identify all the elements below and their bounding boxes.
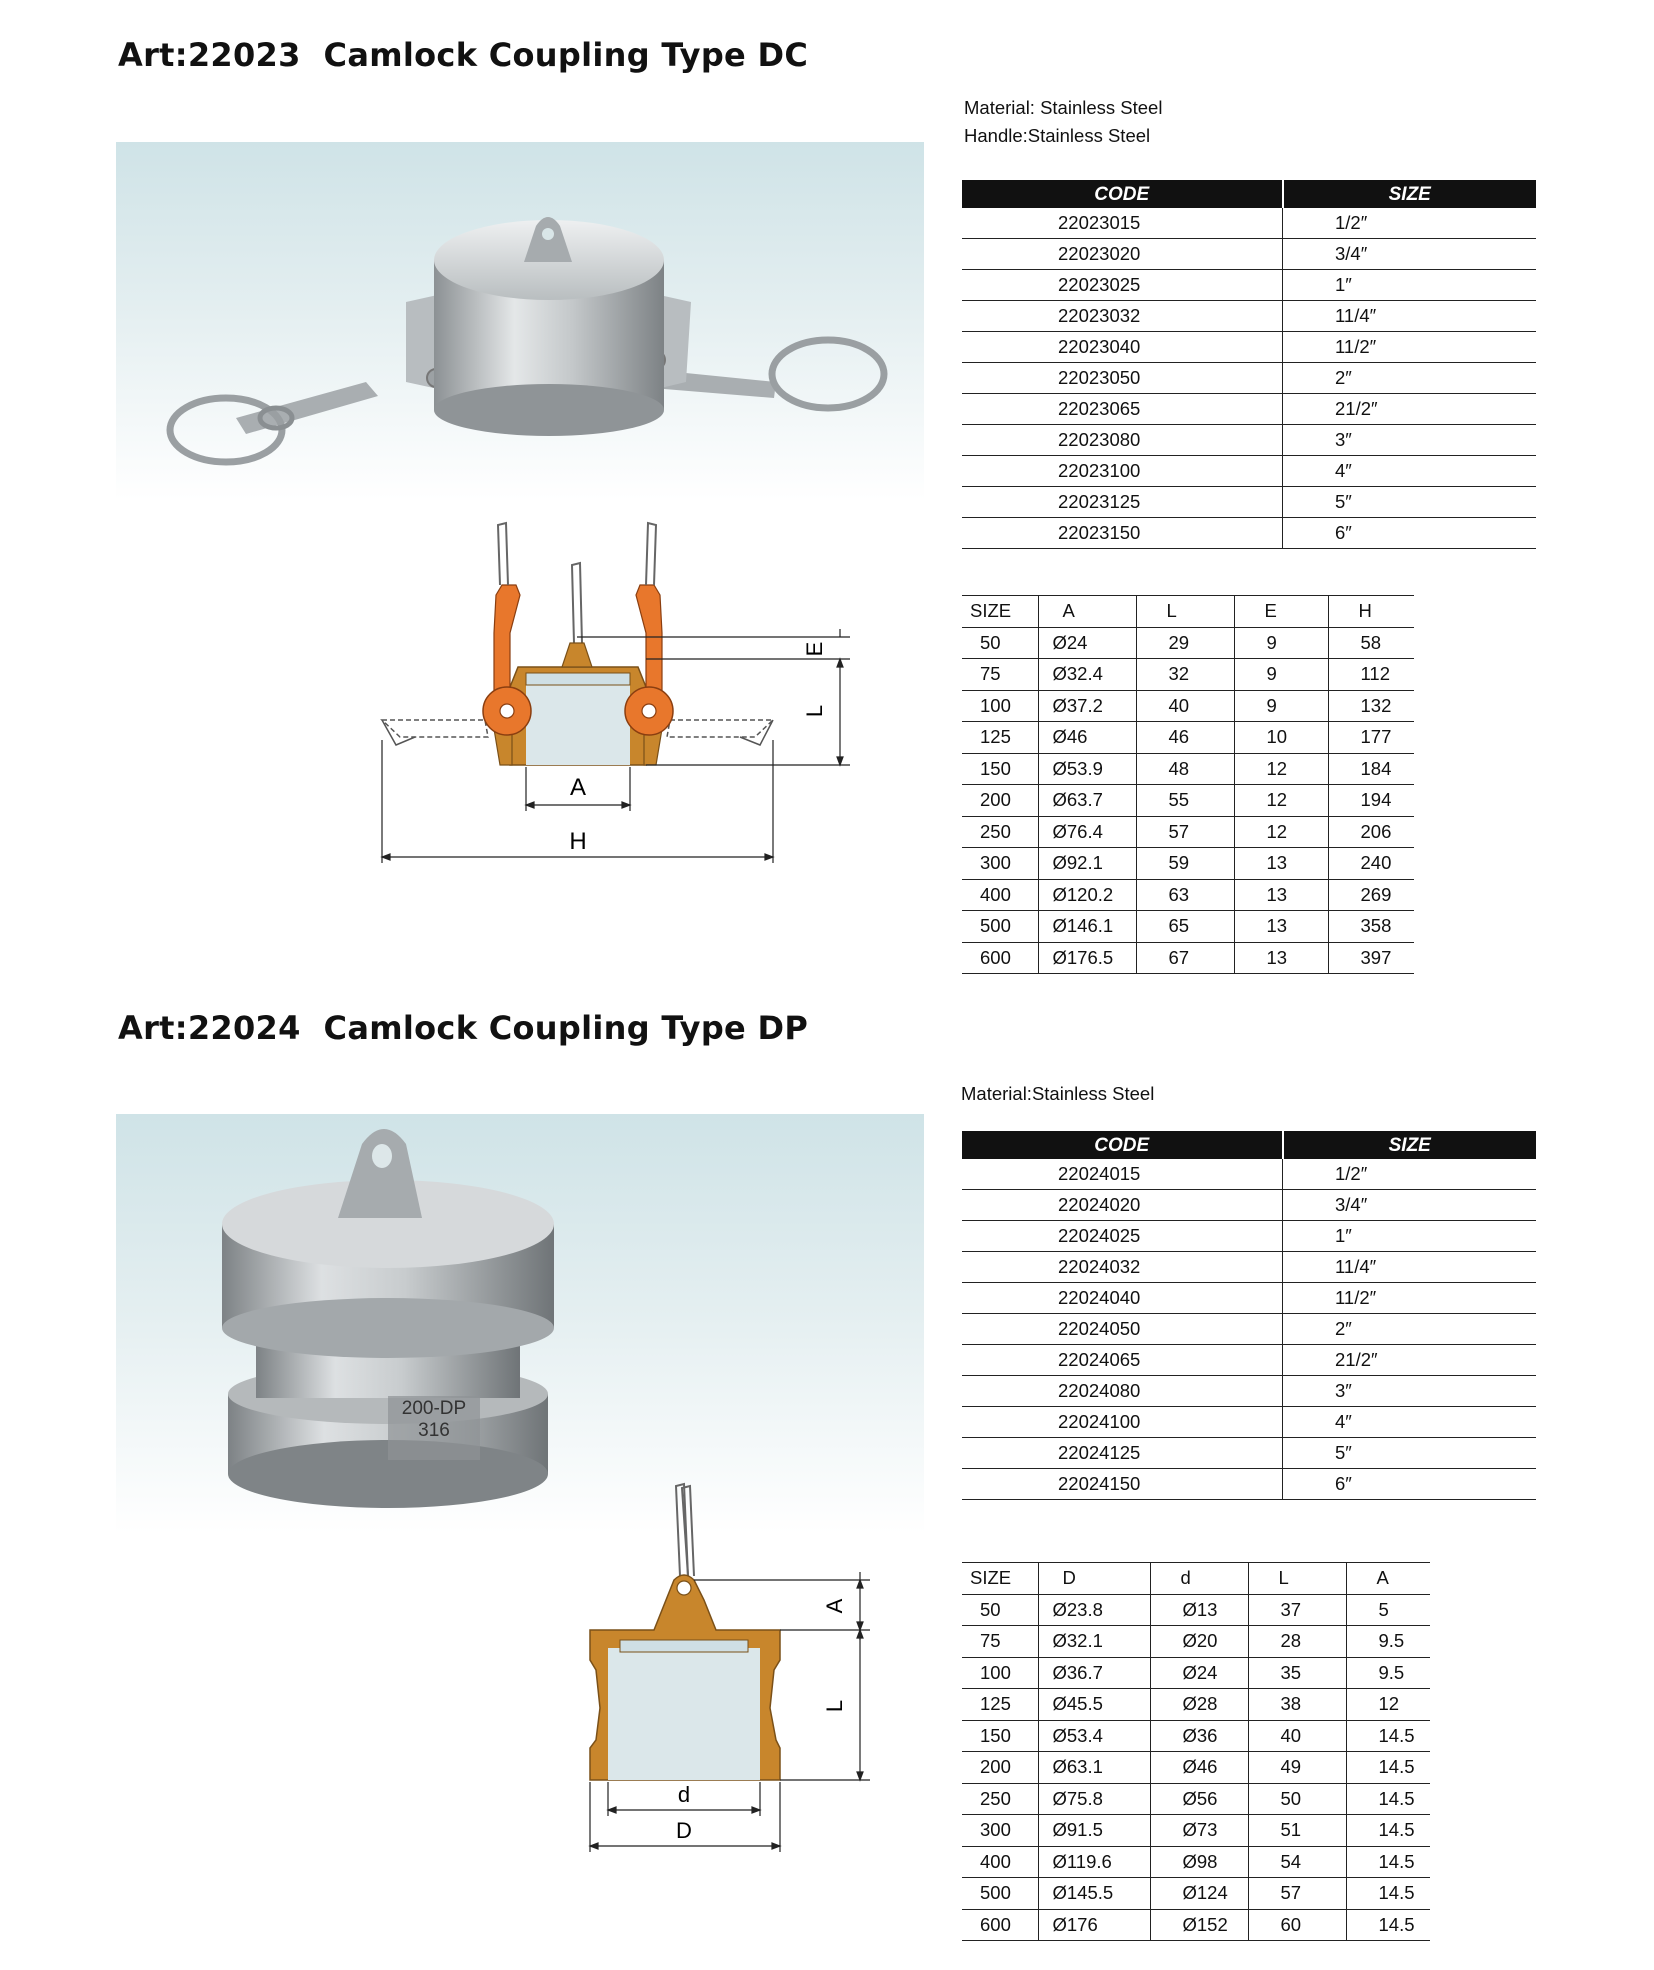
- size-cell: 21/2″: [1283, 1345, 1537, 1376]
- dp-stamp-line-2: 316: [418, 1420, 450, 1441]
- dim-cell: 40: [1136, 690, 1234, 722]
- dim-header-cell: SIZE: [962, 1563, 1038, 1595]
- size-cell: 5″: [1283, 487, 1537, 518]
- code-cell: 22024150: [962, 1469, 1283, 1500]
- size-cell: 11/2″: [1283, 332, 1537, 363]
- dim-cell: Ø24: [1150, 1657, 1248, 1689]
- dim-cell: 206: [1328, 816, 1414, 848]
- dim-cell: 13: [1234, 911, 1328, 943]
- dim-cell: 125: [962, 1689, 1038, 1721]
- dp-title: Art:22024 Camlock Coupling Type DP: [118, 1009, 809, 1047]
- dim-cell: 49: [1248, 1752, 1346, 1784]
- dc-code-table: [962, 180, 1536, 549]
- code-row: [962, 518, 1536, 549]
- code-row: [962, 456, 1536, 487]
- size-cell: 21/2″: [1283, 394, 1537, 425]
- dim-cell: 57: [1248, 1878, 1346, 1910]
- dim-cell: 14.5: [1346, 1752, 1430, 1784]
- code-cell: 22024125: [962, 1438, 1283, 1469]
- code-cell: 22024032: [962, 1252, 1283, 1283]
- dc-product-photo: [116, 142, 924, 500]
- code-cell: 22024015: [962, 1159, 1283, 1190]
- dim-cell: 397: [1328, 942, 1414, 974]
- dim-row: [962, 627, 1414, 659]
- code-row: [962, 1314, 1536, 1345]
- dim-row: [962, 879, 1414, 911]
- code-cell: 22024020: [962, 1190, 1283, 1221]
- dim-cell: Ø73: [1150, 1815, 1248, 1847]
- code-cell: 22023025: [962, 270, 1283, 301]
- dim-cell: Ø32.1: [1038, 1626, 1150, 1658]
- dp-label-d-big: D: [676, 1818, 692, 1843]
- dc-material-line: Material: Stainless Steel: [964, 97, 1163, 118]
- code-row: [962, 1283, 1536, 1314]
- dim-cell: Ø36: [1150, 1720, 1248, 1752]
- dp-dim-header-row: [962, 1563, 1430, 1595]
- dim-cell: Ø36.7: [1038, 1657, 1150, 1689]
- code-row: [962, 1407, 1536, 1438]
- dim-row: [962, 659, 1414, 691]
- dim-cell: 50: [962, 1594, 1038, 1626]
- code-cell: 22023020: [962, 239, 1283, 270]
- dim-cell: Ø20: [1150, 1626, 1248, 1658]
- dim-cell: 150: [962, 753, 1038, 785]
- dim-row: [962, 722, 1414, 754]
- dim-cell: Ø176: [1038, 1909, 1150, 1941]
- dim-cell: Ø56: [1150, 1783, 1248, 1815]
- dp-dim-body: [962, 1594, 1430, 1941]
- size-cell: 1/2″: [1283, 1159, 1537, 1190]
- dim-row: [962, 1878, 1430, 1910]
- size-cell: 11/4″: [1283, 1252, 1537, 1283]
- dim-cell: 13: [1234, 879, 1328, 911]
- dim-cell: 75: [962, 659, 1038, 691]
- dim-cell: 250: [962, 1783, 1038, 1815]
- dim-cell: 65: [1136, 911, 1234, 943]
- dc-dim-header-row: [962, 596, 1414, 628]
- dim-row: [962, 690, 1414, 722]
- code-row: [962, 301, 1536, 332]
- dc-material: [964, 94, 1162, 150]
- code-cell: 22023100: [962, 456, 1283, 487]
- dim-row: [962, 1846, 1430, 1878]
- dim-cell: 14.5: [1346, 1846, 1430, 1878]
- dim-cell: 32: [1136, 659, 1234, 691]
- dc-label-a: A: [569, 774, 587, 801]
- code-row: [962, 363, 1536, 394]
- dim-cell: Ø152: [1150, 1909, 1248, 1941]
- size-cell: 1″: [1283, 270, 1537, 301]
- dim-cell: Ø76.4: [1038, 816, 1136, 848]
- dim-cell: 60: [1248, 1909, 1346, 1941]
- dim-cell: 300: [962, 848, 1038, 880]
- dim-cell: 13: [1234, 848, 1328, 880]
- size-cell: 3/4″: [1283, 239, 1537, 270]
- dim-cell: 269: [1328, 879, 1414, 911]
- dp-technical-drawing: [580, 1480, 880, 1860]
- dim-cell: 200: [962, 785, 1038, 817]
- size-cell: 3″: [1283, 425, 1537, 456]
- code-cell: 22023125: [962, 487, 1283, 518]
- dc-label-e: E: [802, 641, 827, 657]
- dc-title: Art:22023 Camlock Coupling Type DC: [118, 36, 809, 74]
- dim-cell: 37: [1248, 1594, 1346, 1626]
- size-cell: 3″: [1283, 1376, 1537, 1407]
- code-row: [962, 1159, 1536, 1190]
- dim-cell: 12: [1234, 816, 1328, 848]
- dim-cell: Ø92.1: [1038, 848, 1136, 880]
- dim-cell: 194: [1328, 785, 1414, 817]
- dim-cell: 9.5: [1346, 1626, 1430, 1658]
- size-cell: 11/4″: [1283, 301, 1537, 332]
- code-cell: 22023050: [962, 363, 1283, 394]
- dim-cell: 100: [962, 1657, 1038, 1689]
- dc-label-h: H: [569, 828, 587, 855]
- dim-row: [962, 816, 1414, 848]
- code-row: [962, 1345, 1536, 1376]
- dim-row: [962, 1752, 1430, 1784]
- dim-cell: 177: [1328, 722, 1414, 754]
- size-cell: 11/2″: [1283, 1283, 1537, 1314]
- dim-cell: Ø91.5: [1038, 1815, 1150, 1847]
- dim-cell: Ø37.2: [1038, 690, 1136, 722]
- dim-cell: 500: [962, 911, 1038, 943]
- dim-cell: Ø53.4: [1038, 1720, 1150, 1752]
- dp-plug-image: [116, 1114, 924, 1534]
- code-cell: 22023032: [962, 301, 1283, 332]
- code-row: [962, 1438, 1536, 1469]
- code-cell: 22023080: [962, 425, 1283, 456]
- dim-cell: 50: [1248, 1783, 1346, 1815]
- dp-label-l: L: [822, 1699, 847, 1713]
- dim-cell: Ø28: [1150, 1689, 1248, 1721]
- dim-cell: Ø13: [1150, 1594, 1248, 1626]
- code-cell: 22024100: [962, 1407, 1283, 1438]
- code-header: CODE: [962, 181, 1283, 208]
- dim-header-cell: E: [1234, 596, 1328, 628]
- dim-cell: Ø32.4: [1038, 659, 1136, 691]
- dp-label-d-small: d: [677, 1782, 691, 1807]
- dim-row: [962, 1657, 1430, 1689]
- dim-cell: 13: [1234, 942, 1328, 974]
- size-cell: 6″: [1283, 518, 1537, 549]
- code-row: [962, 394, 1536, 425]
- dim-cell: Ø119.6: [1038, 1846, 1150, 1878]
- dim-cell: 125: [962, 722, 1038, 754]
- dp-product-photo: [116, 1114, 924, 1534]
- code-row: [962, 332, 1536, 363]
- dim-cell: 240: [1328, 848, 1414, 880]
- size-cell: 1/2″: [1283, 208, 1537, 239]
- dim-cell: Ø45.5: [1038, 1689, 1150, 1721]
- dc-label-l: L: [802, 704, 827, 718]
- dc-handle-line: Handle:Stainless Steel: [964, 125, 1151, 146]
- dim-row: [962, 1783, 1430, 1815]
- code-cell: 22024065: [962, 1345, 1283, 1376]
- dim-cell: 14.5: [1346, 1878, 1430, 1910]
- dim-cell: 54: [1248, 1846, 1346, 1878]
- dim-cell: Ø46: [1150, 1752, 1248, 1784]
- dim-cell: 400: [962, 879, 1038, 911]
- dim-cell: Ø53.9: [1038, 753, 1136, 785]
- size-cell: 6″: [1283, 1469, 1537, 1500]
- dim-cell: 250: [962, 816, 1038, 848]
- dim-cell: 46: [1136, 722, 1234, 754]
- code-row: [962, 1221, 1536, 1252]
- code-row: [962, 239, 1536, 270]
- dim-row: [962, 1909, 1430, 1941]
- dim-cell: 5: [1346, 1594, 1430, 1626]
- dim-cell: 75: [962, 1626, 1038, 1658]
- dim-cell: 600: [962, 1909, 1038, 1941]
- dim-cell: 14.5: [1346, 1783, 1430, 1815]
- dim-row: [962, 1594, 1430, 1626]
- code-cell: 22023040: [962, 332, 1283, 363]
- dp-code-table: [962, 1131, 1536, 1500]
- dim-row: [962, 911, 1414, 943]
- dim-cell: Ø146.1: [1038, 911, 1136, 943]
- dim-cell: Ø98: [1150, 1846, 1248, 1878]
- dim-header-cell: L: [1136, 596, 1234, 628]
- dp-material-line: Material:Stainless Steel: [961, 1083, 1155, 1104]
- code-row: [962, 425, 1536, 456]
- size-cell: 5″: [1283, 1438, 1537, 1469]
- dim-row: [962, 942, 1414, 974]
- dim-cell: Ø124: [1150, 1878, 1248, 1910]
- dc-technical-drawing: [370, 515, 860, 875]
- dim-row: [962, 753, 1414, 785]
- dim-header-cell: A: [1038, 596, 1136, 628]
- dim-cell: 14.5: [1346, 1815, 1430, 1847]
- dim-cell: 500: [962, 1878, 1038, 1910]
- code-header: CODE: [962, 1132, 1283, 1159]
- dim-cell: 40: [1248, 1720, 1346, 1752]
- dim-cell: Ø63.1: [1038, 1752, 1150, 1784]
- code-row: [962, 1376, 1536, 1407]
- code-cell: 22023150: [962, 518, 1283, 549]
- dim-cell: Ø63.7: [1038, 785, 1136, 817]
- size-cell: 4″: [1283, 1407, 1537, 1438]
- dim-cell: 100: [962, 690, 1038, 722]
- dim-cell: 35: [1248, 1657, 1346, 1689]
- dim-cell: 14.5: [1346, 1909, 1430, 1941]
- dim-cell: 51: [1248, 1815, 1346, 1847]
- dim-cell: 9: [1234, 627, 1328, 659]
- dim-header-cell: A: [1346, 1563, 1430, 1595]
- dim-cell: 55: [1136, 785, 1234, 817]
- dim-cell: 9: [1234, 690, 1328, 722]
- code-row: [962, 1252, 1536, 1283]
- dim-cell: Ø24: [1038, 627, 1136, 659]
- dim-cell: 300: [962, 1815, 1038, 1847]
- dp-dimension-table: [962, 1562, 1430, 1941]
- dim-cell: Ø145.5: [1038, 1878, 1150, 1910]
- code-row: [962, 270, 1536, 301]
- dim-cell: 132: [1328, 690, 1414, 722]
- dc-code-body: [962, 208, 1536, 549]
- code-row: [962, 1190, 1536, 1221]
- dim-cell: 150: [962, 1720, 1038, 1752]
- dim-cell: 600: [962, 942, 1038, 974]
- dim-cell: 48: [1136, 753, 1234, 785]
- code-cell: 22024040: [962, 1283, 1283, 1314]
- size-cell: 1″: [1283, 1221, 1537, 1252]
- code-row: [962, 487, 1536, 518]
- dim-cell: 200: [962, 1752, 1038, 1784]
- code-cell: 22024025: [962, 1221, 1283, 1252]
- dim-row: [962, 1815, 1430, 1847]
- dim-row: [962, 1689, 1430, 1721]
- dim-cell: 9: [1234, 659, 1328, 691]
- dim-cell: 184: [1328, 753, 1414, 785]
- dim-cell: 12: [1234, 753, 1328, 785]
- code-cell: 22024050: [962, 1314, 1283, 1345]
- dim-cell: 9.5: [1346, 1657, 1430, 1689]
- dp-stamp-line-1: 200-DP: [401, 1398, 467, 1419]
- dim-row: [962, 848, 1414, 880]
- dim-header-cell: L: [1248, 1563, 1346, 1595]
- dc-dim-body: [962, 627, 1414, 974]
- dim-cell: 112: [1328, 659, 1414, 691]
- dim-cell: Ø46: [1038, 722, 1136, 754]
- dp-material: [961, 1080, 1154, 1108]
- dim-cell: 12: [1346, 1689, 1430, 1721]
- code-cell: 22023015: [962, 208, 1283, 239]
- size-header: SIZE: [1283, 1132, 1537, 1159]
- dim-cell: 358: [1328, 911, 1414, 943]
- code-cell: 22024080: [962, 1376, 1283, 1407]
- code-cell: 22023065: [962, 394, 1283, 425]
- dim-cell: 57: [1136, 816, 1234, 848]
- dim-cell: Ø75.8: [1038, 1783, 1150, 1815]
- dim-row: [962, 1720, 1430, 1752]
- dim-cell: 67: [1136, 942, 1234, 974]
- code-row: [962, 1469, 1536, 1500]
- dim-cell: 28: [1248, 1626, 1346, 1658]
- dim-header-cell: d: [1150, 1563, 1248, 1595]
- code-row: [962, 208, 1536, 239]
- dim-cell: 400: [962, 1846, 1038, 1878]
- dp-label-a: A: [822, 1598, 847, 1614]
- size-cell: 2″: [1283, 363, 1537, 394]
- dim-row: [962, 785, 1414, 817]
- dc-coupling-image: [116, 142, 924, 500]
- dim-cell: 14.5: [1346, 1720, 1430, 1752]
- dim-cell: Ø120.2: [1038, 879, 1136, 911]
- dp-code-body: [962, 1159, 1536, 1500]
- dim-cell: 38: [1248, 1689, 1346, 1721]
- dc-dimension-table: [962, 595, 1414, 974]
- dim-cell: 58: [1328, 627, 1414, 659]
- dim-cell: 10: [1234, 722, 1328, 754]
- dim-cell: Ø23.8: [1038, 1594, 1150, 1626]
- dim-cell: 50: [962, 627, 1038, 659]
- dim-cell: 59: [1136, 848, 1234, 880]
- size-header: SIZE: [1283, 181, 1537, 208]
- size-cell: 2″: [1283, 1314, 1537, 1345]
- dim-header-cell: SIZE: [962, 596, 1038, 628]
- size-cell: 3/4″: [1283, 1190, 1537, 1221]
- dim-cell: 29: [1136, 627, 1234, 659]
- dim-header-cell: D: [1038, 1563, 1150, 1595]
- dim-row: [962, 1626, 1430, 1658]
- dim-cell: Ø176.5: [1038, 942, 1136, 974]
- dim-cell: 63: [1136, 879, 1234, 911]
- dim-header-cell: H: [1328, 596, 1414, 628]
- size-cell: 4″: [1283, 456, 1537, 487]
- dim-cell: 12: [1234, 785, 1328, 817]
